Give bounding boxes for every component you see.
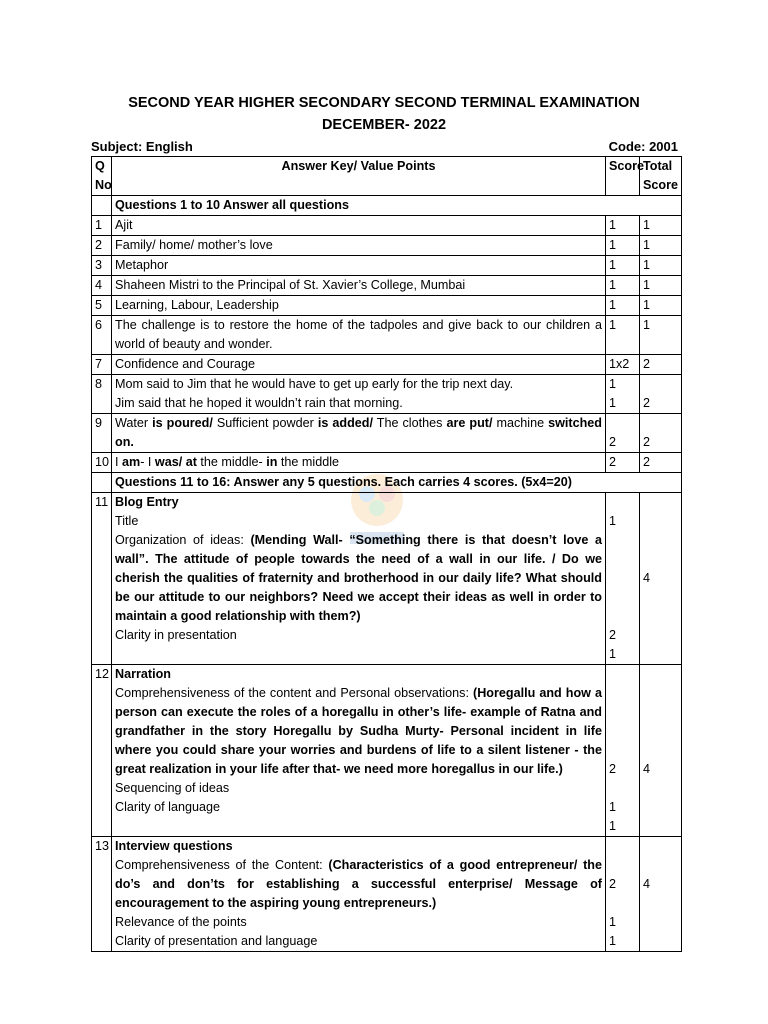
table-header-row (92, 157, 682, 196)
section-heading: Questions 1 to 10 Answer all questions (112, 196, 682, 216)
code-label: Code: 2001 (608, 139, 678, 154)
section-row (92, 196, 682, 216)
exam-date: DECEMBER- 2022 (321, 117, 447, 133)
table-row: 3 Metaphor 1 1 (92, 256, 682, 276)
table-row: 12 Narration Comprehensiveness of the content and Personal observations: (Horegallu and how a person can execute the roles of a horegallu in other’s life- example of Ratna and grandfather in the story Horegallu by Sudha Murty- Personal incident in life where you could share your worries and burdens of life to a silent listener - the great realization in your life after that- we need more horegallus in our life.) Sequencing of ideas Clarity of language 2 1 1 4 (92, 665, 682, 837)
table-row: 11 Blog Entry Title Organization of ideas: (Mending Wall- “Something there is that doesn’t love a wall”. The attitude of people towards the need of a wall in our life. / Do we cherish the qualities of fraternity and brotherhood in our daily life? What should be our attitude to our neighbors? Need we accept their ideas as well in order to maintain a good relationship with them?) Clarity in presentation 1 2 1 4 (92, 493, 682, 665)
table-row: 1 Ajit 1 1 (92, 216, 682, 236)
total-header: Total Score (640, 157, 682, 196)
answer-header: Answer Key/ Value Points (112, 157, 606, 196)
table-row: 6 The challenge is to restore the home of the tadpoles and give back to our children a world of beauty and wonder. 1 1 (92, 316, 682, 355)
table-row: 4 Shaheen Mistri to the Principal of St. Xavier’s College, Mumbai 1 1 (92, 276, 682, 296)
section-row (92, 473, 682, 493)
exam-title: SECOND YEAR HIGHER SECONDARY SECOND TERMINAL EXAMINATION (128, 95, 640, 111)
q-no-header: Q No (92, 157, 112, 196)
table-row: 7 Confidence and Courage 1x2 2 (92, 355, 682, 375)
table-row: 9 Water is poured/ Sufficient powder is added/ The clothes are put/ machine switched on. 2 2 (92, 414, 682, 453)
table-row: 10 I am- I was/ at the middle- in the middle 2 2 (92, 453, 682, 473)
table-row: 8 Mom said to Jim that he would have to get up early for the trip next day. Jim said that he hoped it wouldn’t rain that morning. 1 1 2 (92, 375, 682, 414)
table-row: 13 Interview questions Comprehensiveness of the Content: (Characteristics of a good entrepreneur/ the do’s and don’ts for establishing a successful enterprise/ Message of encouragement to the aspiring young entrepreneurs.) Relevance of the points Clarity of presentation and language 2 1 1 4 (92, 837, 682, 952)
table-row: 5 Learning, Labour, Leadership 1 1 (92, 296, 682, 316)
section-heading: Questions 11 to 16: Answer any 5 questions. Each carries 4 scores. (5x4=20) (112, 473, 682, 493)
subject-label: Subject: English (91, 139, 193, 154)
answer-key-table (91, 156, 682, 952)
table-row: 2 Family/ home/ mother’s love 1 1 (92, 236, 682, 256)
score-header: Score (606, 157, 640, 196)
